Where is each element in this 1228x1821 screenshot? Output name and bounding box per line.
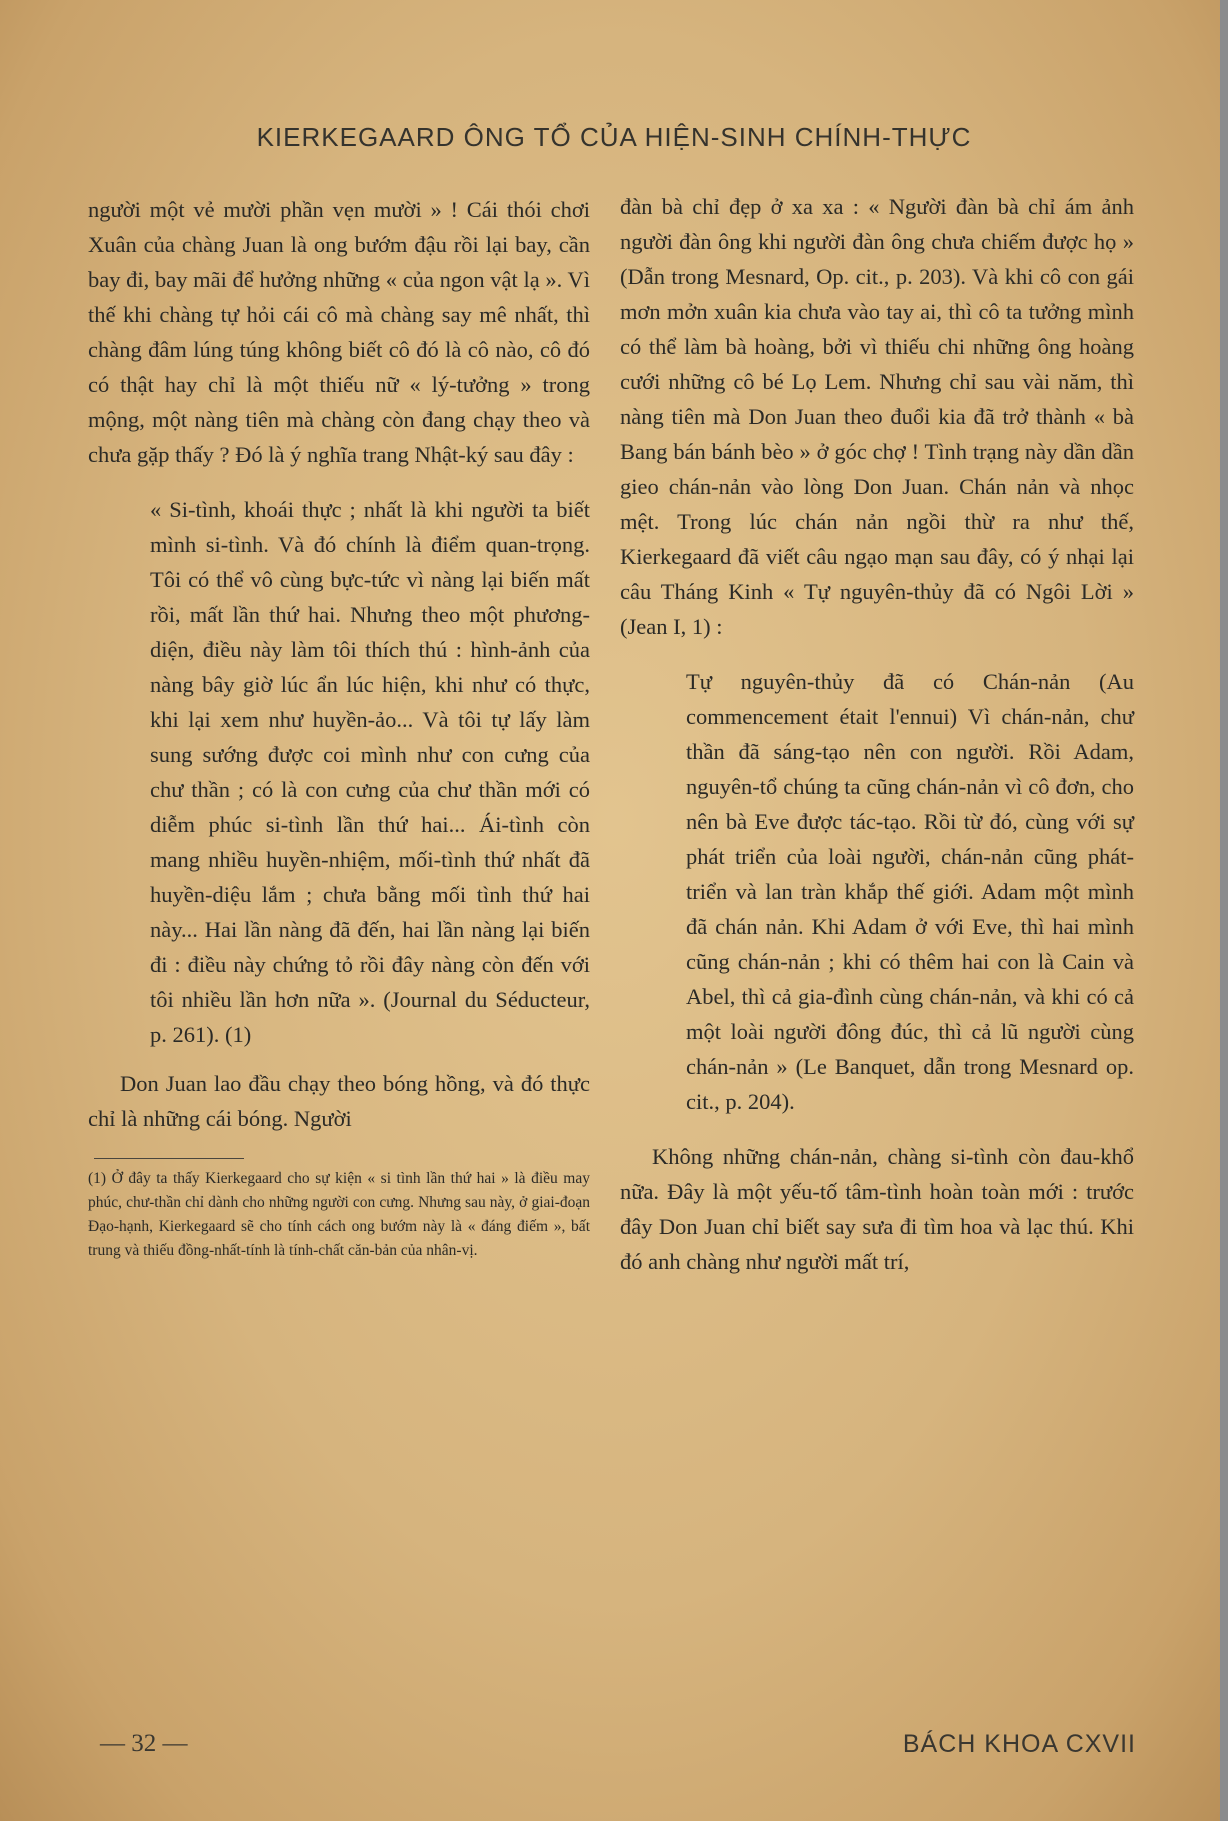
left-column	[88, 192, 590, 1263]
left-quote: « Si-tình, khoái thực ; nhất là khi người ta biết mình si-tình. Và đó chính là điểm quan-trọng. Tôi có thể vô cùng bực-tức vì nàng lại biến mất rồi, mất lần thứ hai. Nhưng theo một phương-diện, điều này làm tôi thích thú : hình-ảnh của nàng bây giờ lúc ẩn lúc hiện, khi như có thực, khi lại xem như huyền-ảo... Và tôi tự lấy làm sung sướng được coi mình như con cưng của chư thần ; có là con cưng của chư thần mới có diễm phúc si-tình lần thứ hai... Ái-tình còn mang nhiều huyền-nhiệm, mối-tình thứ nhất đã huyền-diệu lắm ; chưa bằng mối tình thứ hai này... Hai lần nàng đã đến, hai lần nàng lại biến đi : điều này chứng tỏ rồi đây nàng còn đến với tôi nhiều lần hơn nữa ». (Journal du Séducteur, p. 261). (1)	[150, 497, 590, 1047]
footnote-rule	[94, 1158, 244, 1159]
magazine-issue: BÁCH KHOA CXVII	[902, 1730, 1136, 1758]
right-quote: Tự nguyên-thủy đã có Chán-nản (Au commencement était l'ennui) Vì chán-nản, chư thần đã sáng-tạo nên con người. Rồi Adam, nguyên-tổ chúng ta cũng chán-nản vì cô đơn, cho nên bà Eve được tác-tạo. Rồi từ đó, cùng với sự phát triển của loài người, chán-nản cũng phát-triển và lan tràn khắp thế giới. Adam một mình đã chán nản. Khi Adam ở với Eve, thì hai mình cũng chán-nản ; khi có thêm hai con là Cain và Abel, thì cả gia-đình cùng chán-nản, và khi có cả một loài người đông đúc, thì cả lũ người cùng chán-nản » (Le Banquet, dẫn trong Mesnard op. cit., p. 204).	[686, 669, 1134, 1114]
page-number: — 32 —	[100, 1730, 188, 1757]
right-paragraph-2: Không những chán-nản, chàng si-tình còn đau-khổ nữa. Đây là một yếu-tố tâm-tình hoàn toàn mới : trước đây Don Juan chỉ biết say sưa đi tìm hoa và lạc thú. Khi đó anh chàng như người mất trí,	[620, 1144, 1134, 1274]
footnote: (1) Ở đây ta thấy Kierkegaard cho sự kiện « si tình lần thứ hai » là điều may phúc, chư-thần chỉ dành cho những người con cưng. Nhưng sau này, ở giai-đoạn Đạo-hạnh, Kierkegaard sẽ cho tính cách ong bướm này là « đáng điếm », bất trung và thiếu đồng-nhất-tính là tính-chất căn-bản của nhân-vị.	[88, 1170, 590, 1259]
left-paragraph-2: Don Juan lao đầu chạy theo bóng hồng, và đó thực chỉ là những cái bóng. Người	[88, 1071, 590, 1131]
right-column	[620, 189, 1134, 1279]
running-title: KIERKEGAARD ÔNG TỔ CỦA HIỆN-SINH CHÍNH-THỰC	[256, 122, 972, 152]
scan-edge	[1220, 0, 1228, 1821]
right-paragraph-1: đàn bà chỉ đẹp ở xa xa : « Người đàn bà chỉ ám ảnh người đàn ông khi người đàn ông chưa chiếm được họ » (Dẫn trong Mesnard, Op. cit., p. 203). Và khi cô con gái mơn mởn xuân kia chưa vào tay ai, thì cô ta tưởng mình có thể làm bà hoàng, bởi vì thiếu chi những ông hoàng cưới những cô bé Lọ Lem. Nhưng chỉ sau vài năm, thì nàng tiên mà Don Juan theo đuổi kia đã trở thành « bà Bang bán bánh bèo » ở góc chợ ! Tình trạng này dần dần gieo chán-nản vào lòng Don Juan. Chán nản và nhọc mệt. Trong lúc chán nản ngồi thừ ra như thế, Kierkegaard đã viết câu ngạo mạn sau đây, có ý nhại lại câu Tháng Kinh « Tự nguyên-thủy đã có Ngôi Lời » (Jean I, 1) :	[620, 194, 1134, 639]
left-paragraph-1: người một vẻ mười phần vẹn mười » ! Cái thói chơi Xuân của chàng Juan là ong bướm đậu rồi lại bay, cần bay đi, bay mãi để hưởng những « của ngon vật lạ ». Vì thế khi chàng tự hỏi cái cô mà chàng say mê nhất, thì chàng đâm lúng túng không biết cô đó là cô nào, cô đó có thật hay chỉ là một thiếu nữ « lý-tưởng » trong mộng, một nàng tiên mà chàng còn đang chạy theo và chưa gặp thấy ? Đó là ý nghĩa trang Nhật-ký sau đây :	[88, 197, 590, 467]
